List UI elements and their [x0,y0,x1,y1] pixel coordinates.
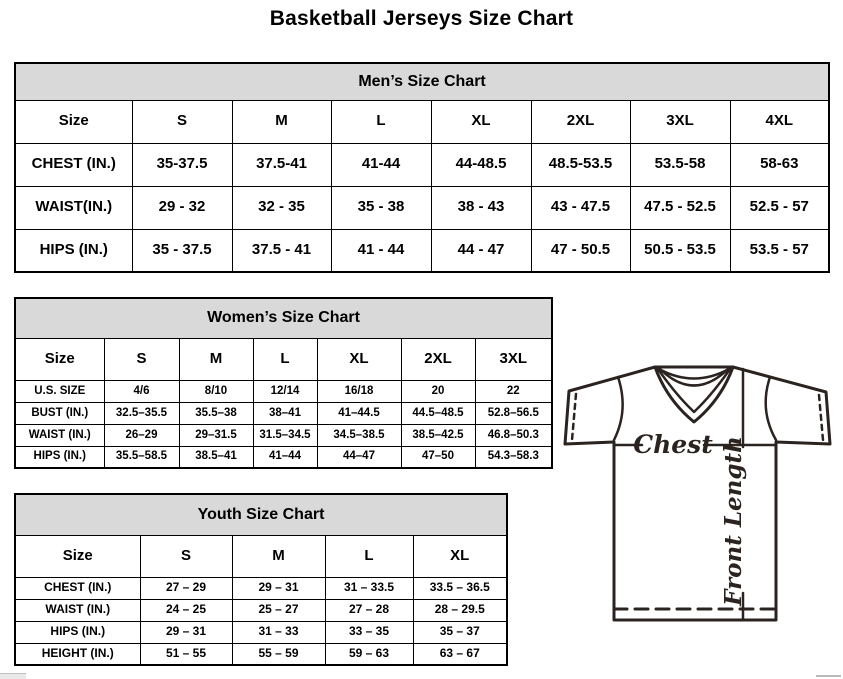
value-cell: 27 – 28 [325,599,413,621]
column-header: M [232,535,325,577]
value-cell: 38 - 43 [431,186,531,229]
value-cell: 31.5–34.5 [253,424,317,446]
value-cell: 52.8–56.5 [475,402,552,424]
value-cell: 38.5–41 [179,446,253,468]
value-cell: 41–44 [253,446,317,468]
value-cell: 20 [401,380,475,402]
value-cell: 29 - 32 [132,186,232,229]
value-cell: 34.5–38.5 [317,424,401,446]
value-cell: 37.5 - 41 [232,229,331,272]
table-row [15,143,829,186]
value-cell: 28 – 29.5 [413,599,507,621]
table-row [15,424,552,446]
column-header: M [232,100,331,143]
column-header: 3XL [475,338,552,380]
value-cell: 35 - 38 [331,186,431,229]
value-cell: 46.8–50.3 [475,424,552,446]
value-cell: 35.5–58.5 [104,446,179,468]
table-row [15,229,829,272]
value-cell: 27 – 29 [140,577,232,599]
cutoff-fragment-left [0,673,26,679]
row-label: HIPS (IN.) [15,621,140,643]
value-cell: 44–47 [317,446,401,468]
row-label: HIPS (IN.) [15,229,132,272]
column-header: 3XL [630,100,730,143]
value-cell: 44 - 47 [431,229,531,272]
youth-size-chart-table [14,493,508,666]
value-cell: 41–44.5 [317,402,401,424]
row-label: WAIST(IN.) [15,186,132,229]
row-label: CHEST (IN.) [15,143,132,186]
column-header: 2XL [401,338,475,380]
row-label: HIPS (IN.) [15,446,104,468]
mens-size-chart-table [14,62,830,273]
value-cell: 25 – 27 [232,599,325,621]
value-cell: 44-48.5 [431,143,531,186]
column-header: L [253,338,317,380]
value-cell: 35.5–38 [179,402,253,424]
row-label: HEIGHT (IN.) [15,643,140,665]
column-header: 2XL [531,100,630,143]
value-cell: 33.5 – 36.5 [413,577,507,599]
value-cell: 41 - 44 [331,229,431,272]
row-label: WAIST (IN.) [15,599,140,621]
column-header: XL [431,100,531,143]
table-row [15,63,829,100]
value-cell: 31 – 33.5 [325,577,413,599]
value-cell: 4/6 [104,380,179,402]
value-cell: 63 – 67 [413,643,507,665]
row-label: CHEST (IN.) [15,577,140,599]
column-header: L [325,535,413,577]
table-row [15,643,507,665]
column-header: XL [317,338,401,380]
table-row [15,599,507,621]
value-cell: 41-44 [331,143,431,186]
row-label: BUST (IN.) [15,402,104,424]
column-header: M [179,338,253,380]
value-cell: 22 [475,380,552,402]
value-cell: 38–41 [253,402,317,424]
value-cell: 29 – 31 [140,621,232,643]
jersey-measurement-diagram [555,360,843,628]
value-cell: 44.5–48.5 [401,402,475,424]
table-row [15,577,507,599]
value-cell: 24 – 25 [140,599,232,621]
mens-chart-header: Men’s Size Chart [15,63,829,100]
value-cell: 37.5-41 [232,143,331,186]
value-cell: 48.5-53.5 [531,143,630,186]
column-header: S [104,338,179,380]
value-cell: 31 – 33 [232,621,325,643]
column-header: 4XL [730,100,829,143]
value-cell: 12/14 [253,380,317,402]
youth-chart-header: Youth Size Chart [15,494,507,535]
value-cell: 8/10 [179,380,253,402]
table-row [15,186,829,229]
size-column-header: Size [15,535,140,577]
value-cell: 35 - 37.5 [132,229,232,272]
chest-label: Chest [633,430,713,459]
column-header: S [140,535,232,577]
value-cell: 58-63 [730,143,829,186]
value-cell: 16/18 [317,380,401,402]
value-cell: 35-37.5 [132,143,232,186]
column-header: S [132,100,232,143]
value-cell: 35 – 37 [413,621,507,643]
table-row [15,380,552,402]
value-cell: 53.5-58 [630,143,730,186]
row-label: U.S. SIZE [15,380,104,402]
value-cell: 32 - 35 [232,186,331,229]
table-row [15,338,552,380]
table-row [15,446,552,468]
jersey-outline [565,367,830,620]
value-cell: 33 – 35 [325,621,413,643]
womens-size-chart-table [14,297,553,469]
value-cell: 43 - 47.5 [531,186,630,229]
value-cell: 59 – 63 [325,643,413,665]
table-row [15,535,507,577]
column-header: XL [413,535,507,577]
size-column-header: Size [15,338,104,380]
size-column-header: Size [15,100,132,143]
value-cell: 50.5 - 53.5 [630,229,730,272]
table-row [15,100,829,143]
value-cell: 29 – 31 [232,577,325,599]
value-cell: 51 – 55 [140,643,232,665]
column-header: L [331,100,431,143]
value-cell: 47–50 [401,446,475,468]
value-cell: 47 - 50.5 [531,229,630,272]
table-row [15,621,507,643]
cutoff-fragment-right [816,675,841,677]
value-cell: 47.5 - 52.5 [630,186,730,229]
row-label: WAIST (IN.) [15,424,104,446]
page-title: Basketball Jerseys Size Chart [269,7,574,30]
front-length-label: Front Length [720,436,747,606]
value-cell: 26–29 [104,424,179,446]
value-cell: 52.5 - 57 [730,186,829,229]
table-row [15,402,552,424]
value-cell: 32.5–35.5 [104,402,179,424]
value-cell: 54.3–58.3 [475,446,552,468]
womens-chart-header: Women’s Size Chart [15,298,552,338]
value-cell: 55 – 59 [232,643,325,665]
value-cell: 29–31.5 [179,424,253,446]
value-cell: 38.5–42.5 [401,424,475,446]
table-row [15,298,552,338]
table-row [15,494,507,535]
value-cell: 53.5 - 57 [730,229,829,272]
